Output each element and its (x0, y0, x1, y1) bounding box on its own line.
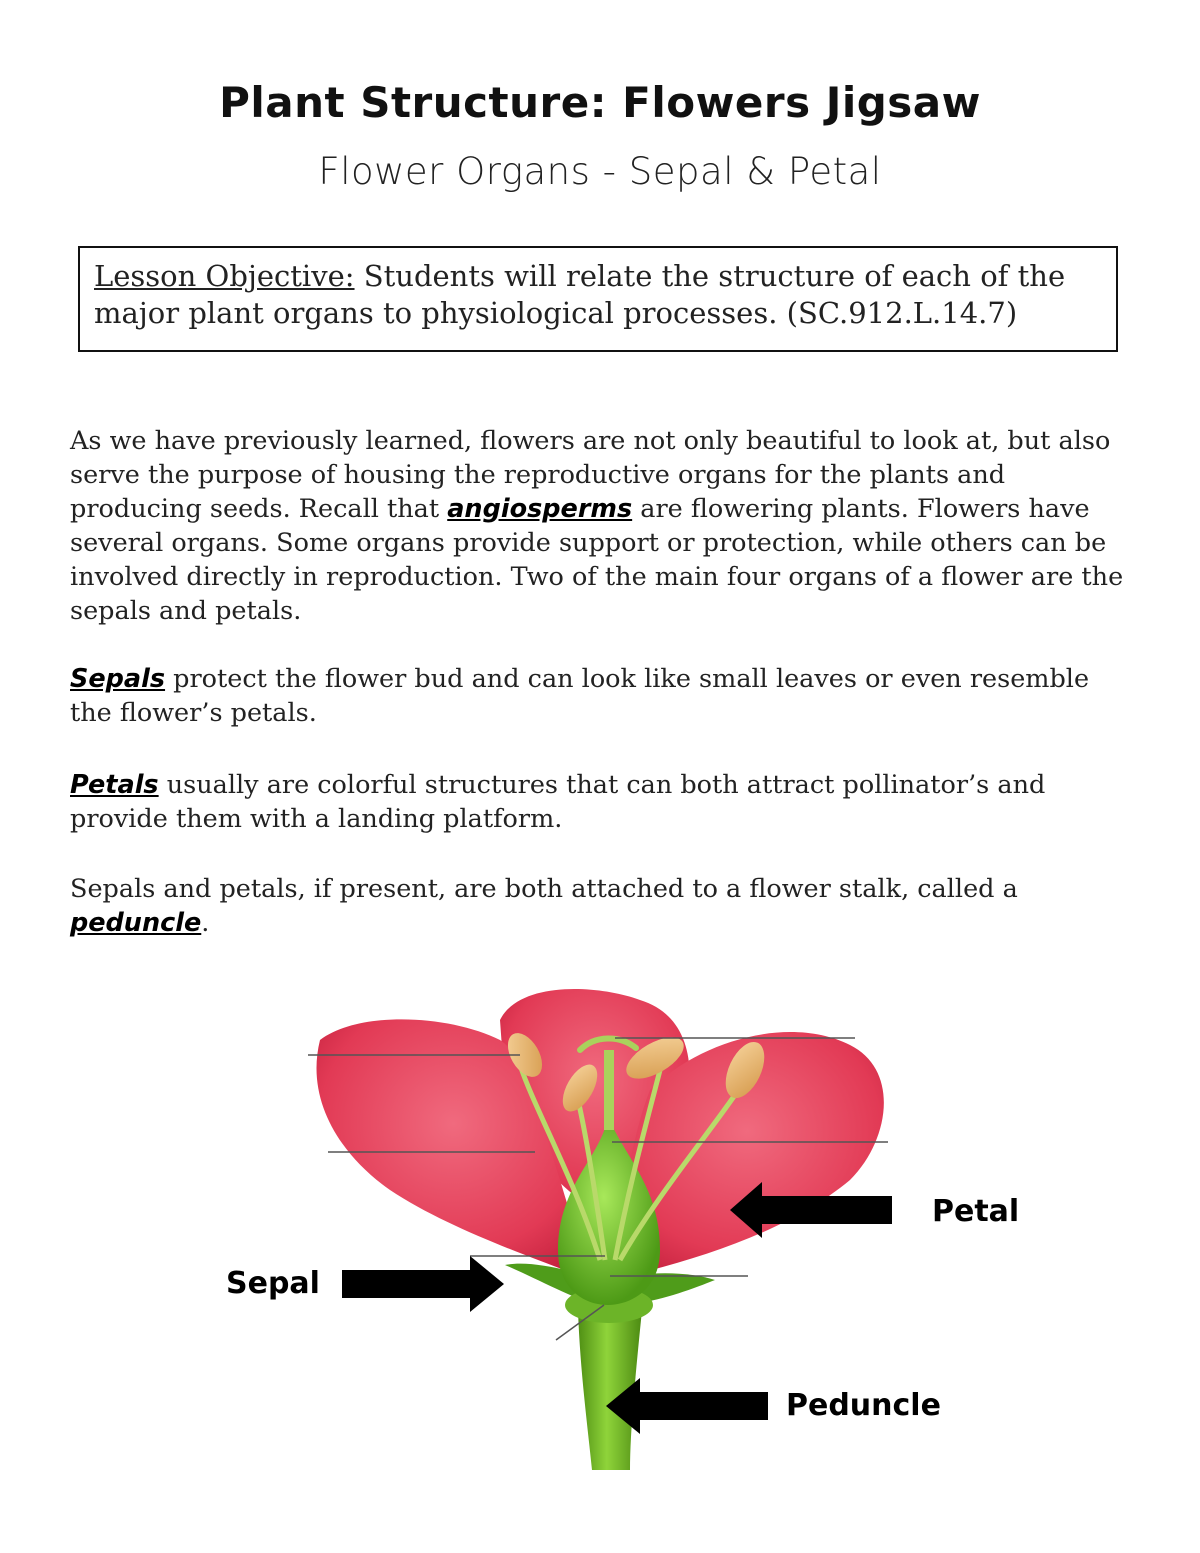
intro-text-1: As we have previously learned, flowers are not only beautiful to look at, but also serve the purpose of housing the reproductive organs for the plants and producing seeds. Recall that (70, 426, 1111, 524)
sepals-text: protect the flower bud and can look like small leaves or even resemble the flower’s petals. (70, 664, 1090, 728)
label-petal: Petal (932, 1194, 1020, 1229)
petals-text: usually are colorful structures that can both attract pollinator’s and provide them with a landing platform. (70, 770, 1046, 834)
label-peduncle: Peduncle (786, 1388, 941, 1423)
peduncle-text: Sepals and petals, if present, are both attached to a flower stalk, called a (70, 874, 1018, 904)
sepals-paragraph (70, 662, 1130, 730)
intro-text-2: are flowering plants. Flowers have several organs. Some organs provide support or protection, while others can be involved directly in reproduction. Two of the main four organs of a flower are the sepals and petals. (70, 494, 1124, 626)
page-subtitle: Flower Organs - Sepal & Petal (318, 150, 882, 193)
intro-paragraph (70, 424, 1130, 628)
peduncle-paragraph (70, 872, 1130, 940)
objective-text: Students will relate the structure of each of the major plant organs to physiological processes. (SC.912.L.14.7) (94, 259, 1066, 330)
term-angiosperms: angiosperms (447, 494, 633, 524)
term-sepals: Sepals (70, 664, 166, 694)
petals-paragraph (70, 768, 1130, 836)
arrow-peduncle (606, 1378, 768, 1434)
term-petals: Petals (70, 770, 159, 800)
style (604, 1050, 614, 1130)
label-sepal: Sepal (226, 1266, 320, 1301)
lesson-objective-box (78, 246, 1118, 352)
arrow-sepal (342, 1256, 504, 1312)
page-title: Plant Structure: Flowers Jigsaw (219, 78, 981, 127)
flower-diagram (0, 960, 1200, 1520)
flower-illustration (0, 960, 1200, 1520)
objective-label: Lesson Objective: (94, 259, 355, 293)
peduncle-end: . (201, 908, 210, 938)
term-peduncle: peduncle (70, 908, 202, 938)
